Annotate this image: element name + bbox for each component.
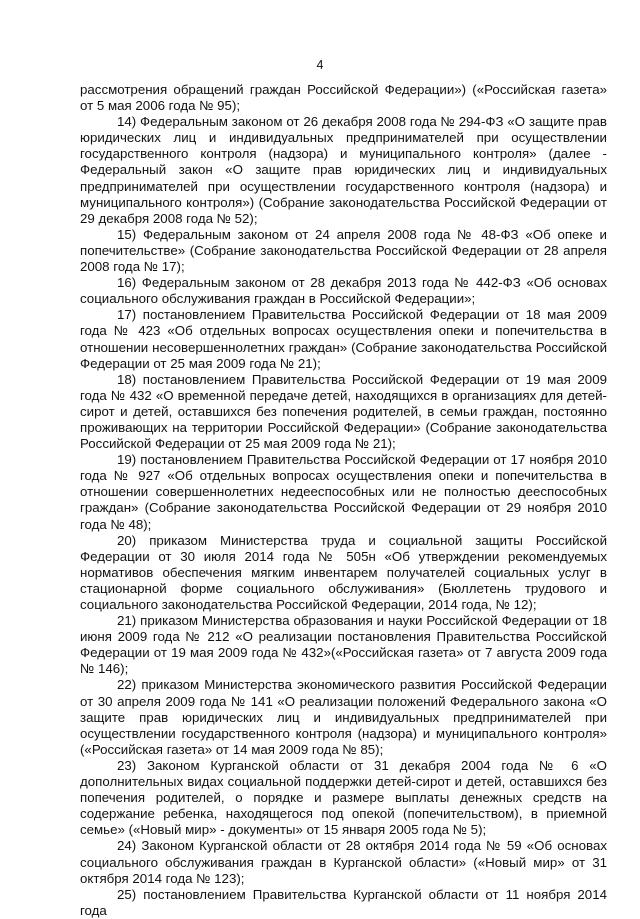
paragraph-item-20: 20) приказом Министерства труда и социальной защиты Российской Федерации от 30 июля 2014 года № 505н «Об утверждении рекомендуемых нормативов обеспечения мягким инвентарем получателей социальных услуг в стационарной форме социального обслуживания» (Бюллетень трудового и социального законодательства Российской Федерации, 2014 года, № 12); [80,532,607,612]
page-number: 4 [316,58,324,72]
document-body [80,82,607,919]
paragraph-item-24: 24) Законом Курганской области от 28 октября 2014 года № 59 «Об основах социального обслуживания граждан в Курганской области» («Новый мир» от 31 октября 2014 года № 123); [80,838,607,886]
paragraph-item-23: 23) Законом Курганской области от 31 декабря 2004 года № 6 «О дополнительных видах социальной поддержки детей-сирот и детей, оставшихся без попечения родителей, о порядке и размере выплаты денежных средств на содержание ребенка, находящегося под опекой (попечительством), в приемной семье» («Новый мир» - документы» от 15 января 2005 года № 5); [80,757,607,838]
paragraph-item-16: 16) Федеральным законом от 28 декабря 2013 года № 442-ФЗ «Об основах социального обслуживания граждан в Российской Федерации»; [80,275,607,307]
paragraph-item-14: 14) Федеральным законом от 26 декабря 2008 года № 294-ФЗ «О защите прав юридических лиц и индивидуальных предпринимателей при осуществлении государственного контроля (надзора) и муниципального контроля» (далее - Федеральный закон «О защите прав юридических лиц и индивидуальных предпринимателей при осуществлении государственного контроля (надзора) и муниципального контроля») (Собрание законодательства Российской Федерации от 29 декабря 2008 года № 52); [80,114,607,226]
paragraph-item-18: 18) постановлением Правительства Российской Федерации от 19 мая 2009 года № 432 «О временной передаче детей, находящихся в организациях для детей-сирот и детей, оставшихся без попечения родителей, в семьи граждан, постоянно проживающих на территории Российской Федерации» (Собрание законодательства Российской Федерации от 25 мая 2009 года № 21); [80,371,607,452]
paragraph-item-15: 15) Федеральным законом от 24 апреля 2008 года № 48-ФЗ «Об опеке и попечительстве» (Собрание законодательства Российской Федерации от 28 апреля 2008 года № 17); [80,226,607,275]
paragraph-continuation: рассмотрения обращений граждан Российской Федерации») («Российская газета» от 5 мая 2006 года № 95); [80,82,607,114]
paragraph-item-17: 17) постановлением Правительства Российской Федерации от 18 мая 2009 года № 423 «Об отдельных вопросах осуществления опеки и попечительства в отношении несовершеннолетних граждан» (Собрание законодательства Российской Федерации от 25 мая 2009 года № 21); [80,307,607,371]
paragraph-item-19: 19) постановлением Правительства Российской Федерации от 17 ноября 2010 года № 927 «Об отдельных вопросах осуществления опеки и попечительства в отношении совершеннолетних недееспособных или не полностью дееспособных граждан» (Собрание законодательства Российской Федерации от 29 ноября 2010 года № 48); [80,452,607,532]
paragraph-item-25: 25) постановлением Правительства Курганской области от 11 ноября 2014 года [80,886,607,918]
paragraph-item-21: 21) приказом Министерства образования и науки Российской Федерации от 18 июня 2009 года № 212 «О реализации постановления Правительства Российской Федерации от 19 мая 2009 года № 432»(«Российская газета» от 7 августа 2009 года № 146); [80,613,607,677]
paragraph-item-22: 22) приказом Министерства экономического развития Российской Федерации от 30 апреля 2009 года № 141 «О реализации положений Федерального закона «О защите прав юридических лиц и индивидуальных предпринимателей при осуществлении государственного контроля (надзора) и муниципального контроля» («Российская газета» от 14 мая 2009 года № 85); [80,677,607,757]
